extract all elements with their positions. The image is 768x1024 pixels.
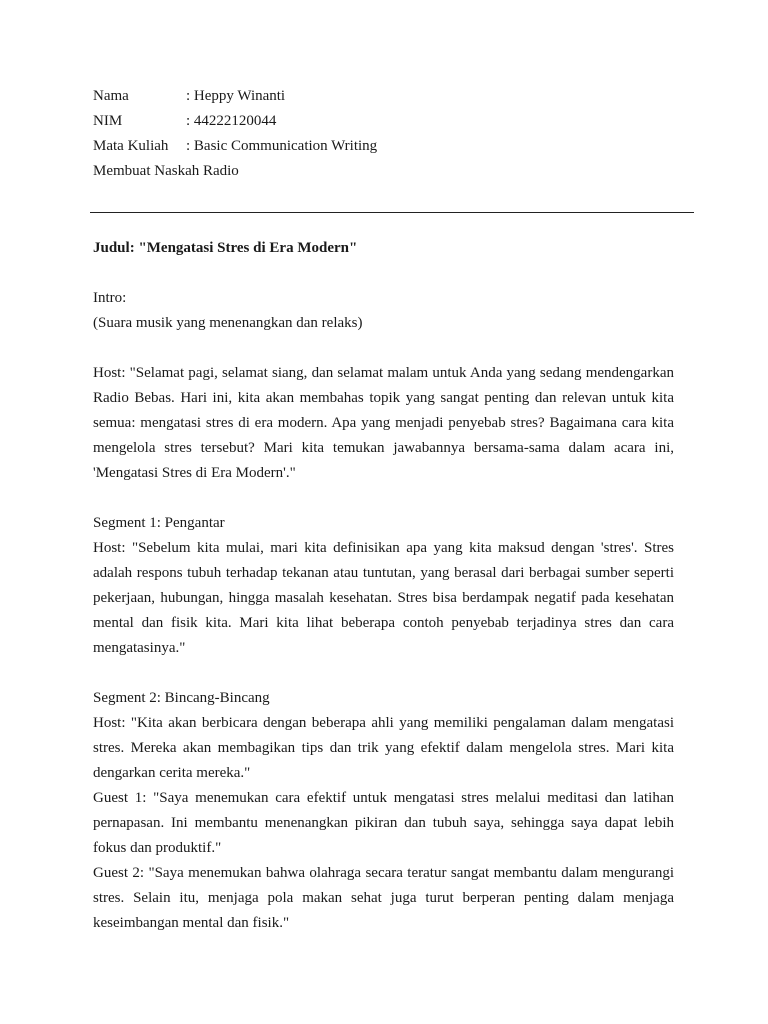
info-label: Nama xyxy=(93,88,129,104)
segment1-host-paragraph: Host: "Sebelum kita mulai, mari kita definisikan apa yang kita maksud dengan 'stres'. Stres adalah respons tubuh terhadap tekanan atau tuntutan, yang berasal dari berbagai sumber seperti pekerjaan, hubungan, hingga masalah kesehatan. Stres bisa berdampak negatif pada kesehatan mental dan fisik kita. Mari kita lihat beberapa contoh penyebab terjadinya stres dan cara mengatasinya." xyxy=(93,540,674,656)
guest1-paragraph: Guest 1: "Saya menemukan cara efektif untuk mengatasi stres melalui meditasi dan latihan pernapasan. Ini membantu menenangkan pikiran dan tubuh saya, sehingga saya dapat lebih fokus dan produktif." xyxy=(93,790,674,856)
info-value: : Heppy Winanti xyxy=(186,88,286,104)
info-value: : Basic Communication Writing xyxy=(186,138,378,154)
info-row-name xyxy=(93,84,593,109)
segment1-heading: Segment 1: Pengantar xyxy=(93,515,225,531)
segment2-heading: Segment 2: Bincang-Bincang xyxy=(93,690,270,706)
info-label: NIM xyxy=(93,113,123,129)
assignment-subtitle: Membuat Naskah Radio xyxy=(93,163,239,179)
script-title: Judul: "Mengatasi Stres di Era Modern" xyxy=(93,240,358,256)
student-info-header xyxy=(93,84,593,184)
info-value: : 44222120044 xyxy=(186,113,277,129)
info-label: Mata Kuliah xyxy=(93,138,169,154)
info-row-course xyxy=(93,134,593,159)
script-body xyxy=(93,236,674,936)
segment2-host-paragraph: Host: "Kita akan berbicara dengan beberapa ahli yang memiliki pengalaman dalam mengatasi stres. Mereka akan membagikan tips dan trik yang efektif dalam mengelola stres. Mari kita dengarkan cerita mereka." xyxy=(93,715,674,781)
info-row-nim xyxy=(93,109,593,134)
intro-music-cue: (Suara musik yang menenangkan dan relaks) xyxy=(93,315,363,331)
intro-heading: Intro: xyxy=(93,290,127,306)
horizontal-divider xyxy=(90,212,694,213)
host-intro-paragraph: Host: "Selamat pagi, selamat siang, dan selamat malam untuk Anda yang sedang mendengarkan Radio Bebas. Hari ini, kita akan membahas topik yang sangat penting dan relevan untuk kita semua: mengatasi stres di era modern. Apa yang menjadi penyebab stres? Bagaimana cara kita mengelola stres tersebut? Mari kita temukan jawabannya bersama-sama dalam acara ini, 'Mengatasi Stres di Era Modern'." xyxy=(93,365,674,481)
guest2-paragraph: Guest 2: "Saya menemukan bahwa olahraga secara teratur sangat membantu dalam mengurangi stres. Selain itu, menjaga pola makan sehat juga turut berperan penting dalam menjaga keseimbangan mental dan fisik." xyxy=(93,865,674,931)
